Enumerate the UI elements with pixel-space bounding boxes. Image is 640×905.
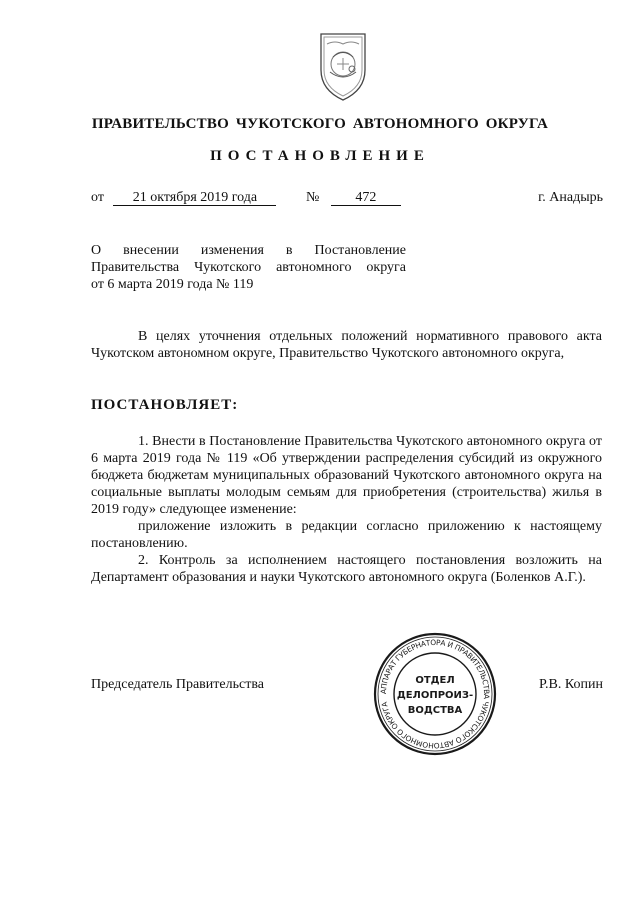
- stamp-inner-line: ДЕЛОПРОИЗ-: [396, 690, 474, 701]
- stamp-ring-text: АППАРАТ ГУБЕРНАТОРА И ПРАВИТЕЛЬСТВА ЧУКОТСКОГО АВТОНОМНОГО ОКРУГА: [378, 637, 492, 751]
- coat-of-arms-icon: [303, 24, 383, 106]
- document-type-title: ПОСТАНОВЛЕНИЕ: [210, 148, 430, 164]
- subject-line: от 6 марта 2019 года № 119: [91, 277, 254, 292]
- date-value: 21 октября 2019 года: [113, 190, 276, 206]
- city: г. Анадырь: [538, 190, 603, 205]
- preamble-paragraph: В целях уточнения отдельных положений нормативного правового акта Чукотском автономном округе, Правительство Чукотского автономного округа,: [91, 329, 602, 361]
- stamp-inner-line: ОТДЕЛ: [415, 675, 455, 686]
- organization-title: ПРАВИТЕЛЬСТВО ЧУКОТСКОГО АВТОНОМНОГО ОКРУГА: [91, 116, 549, 132]
- document-subject: [91, 242, 406, 293]
- stamp-inner-line: ВОДСТВА: [407, 705, 463, 716]
- number-prefix: №: [306, 190, 320, 205]
- clause-1-text: приложение изложить в редакции согласно приложению к настоящему постановлению.: [91, 519, 602, 551]
- office-stamp: [373, 632, 497, 756]
- clause-1: 1. Внести в Постановление Правительства Чукотского автономного округа от 6 марта 2019 года № 119 «Об утверждении распределения субсидий из окружного бюджета бюджетам муниципальных образований Чукотского автономного округа на социальные выплаты молодым семьям для приобретения (строительства) жилья в 2019 году» следующее изменение:: [91, 434, 602, 517]
- number-field: [306, 190, 401, 206]
- number-value: 472: [331, 190, 401, 206]
- signatory-name: Р.В. Копин: [539, 677, 603, 692]
- resolves-heading: ПОСТАНОВЛЯЕТ:: [91, 397, 239, 413]
- subject-line: О внесении изменения в Постановление: [91, 243, 406, 258]
- date-field: [91, 190, 276, 206]
- signatory-position: Председатель Правительства: [91, 677, 264, 692]
- clause-2: 2. Контроль за исполнением настоящего постановления возложить на Департамент образования и науки Чукотского автономного округа (Боленков А.Г.).: [91, 553, 602, 585]
- subject-line: Правительства Чукотского автономного округа: [91, 260, 406, 275]
- date-prefix: от: [91, 190, 104, 205]
